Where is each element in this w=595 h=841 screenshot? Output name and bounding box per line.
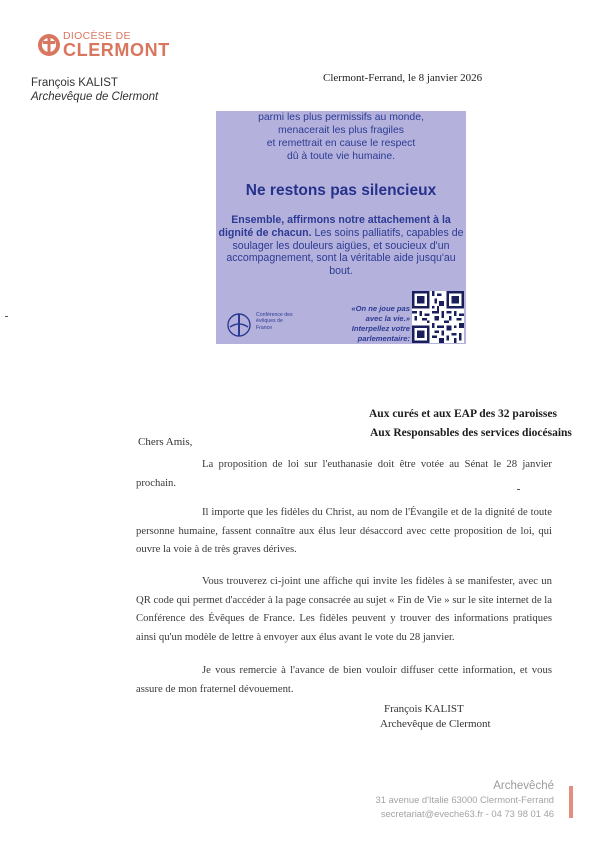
- recipients-line1: Aux curés et aux EAP des 32 paroisses: [369, 408, 557, 420]
- letter-date: Clermont-Ferrand, le 8 janvier 2026: [323, 72, 483, 84]
- poster-intro-line: menacerait les plus fragiles: [278, 125, 404, 136]
- letter-paragraph: [136, 455, 552, 492]
- cef-logo-icon: [226, 309, 252, 339]
- poster-body-bold: Ensemble, affirmons notre attachement à la dignité de chacun.: [218, 214, 451, 239]
- signature-title: Archevêque de Clermont: [380, 718, 491, 730]
- paragraph-text: Il importe que les fidèles du Christ, au nom de l'Évangile et de la dignité de toute personne humaine, fassent connaître aux élus leur désaccord avec cette proposition de loi, qui ouvre la voie à de très graves dérives.: [136, 506, 552, 556]
- logo-line1: DIOCÈSE DE: [63, 30, 131, 42]
- diocese-emblem-icon: [36, 30, 62, 60]
- poster-cta: [338, 304, 410, 344]
- poster-body: [216, 214, 466, 278]
- poster-cta-line: Interpellez votre: [351, 324, 410, 333]
- recipients-line2: Aux Responsables des services diocésains: [370, 427, 572, 439]
- paragraph-text: La proposition de loi sur l'euthanasie doit être votée au Sénat le 28 janvier prochain.: [136, 458, 552, 489]
- paragraph-text: Je vous remercie à l'avance de bien vouloir diffuser cette information, et vous assure de mon fraternel dévouement.: [136, 664, 552, 695]
- footer-contact: secretariat@eveche63.fr - 04 73 98 01 46: [380, 808, 554, 819]
- qr-code-icon: [412, 291, 464, 343]
- sender-title: Archevêque de Clermont: [31, 91, 159, 103]
- poster-image: [216, 111, 466, 344]
- poster-cta-line: «On ne joue pas: [351, 304, 410, 313]
- salutation: Chers Amis,: [138, 436, 193, 448]
- sender-name: François KALIST: [31, 77, 118, 89]
- poster-cta-line: avec la vie.»: [365, 314, 410, 323]
- footer-accent-bar: [569, 786, 573, 818]
- poster-intro-line: dû à toute vie humaine.: [286, 151, 396, 162]
- diocese-logo: [36, 28, 186, 64]
- letter-paragraph: [136, 503, 552, 559]
- logo-line2: CLERMONT: [63, 40, 170, 60]
- poster-intro: [216, 111, 466, 163]
- letter-paragraph: [136, 661, 552, 698]
- scan-speck: [5, 316, 8, 317]
- poster-headline: Ne restons pas silencieux: [245, 182, 437, 199]
- footer-title: Archevêché: [493, 780, 554, 792]
- poster-body-rest: Les soins palliatifs, capables de soulager les douleurs aigües, et soucieux d'un accompagnement, sont la véritable aide jusqu'au bout.: [226, 226, 464, 278]
- paragraph-text: Vous trouverez ci-joint une affiche qui invite les fidèles à se manifester, avec un QR code qui permet d'accéder à la page consacrée au sujet « Fin de Vie » sur le site internet de la Conférence des Évêques de France. Les fidèles peuvent y trouver des informations pratiques ainsi qu'un modèle de lettre à envoyer aux élus avant le vote du 28 janvier.: [136, 575, 552, 643]
- poster-intro-line: parmi les plus permissifs au monde,: [258, 112, 424, 123]
- poster-intro-line: et remettrait en cause le respect: [266, 138, 416, 149]
- cef-label: Conférence des évêques de France: [256, 312, 293, 331]
- letter-paragraph: [136, 572, 552, 646]
- poster-cta-line: parlementaire:: [357, 334, 410, 343]
- signature-name: François KALIST: [384, 703, 464, 715]
- footer-address: 31 avenue d'Italie 63000 Clermont-Ferrand: [375, 794, 554, 805]
